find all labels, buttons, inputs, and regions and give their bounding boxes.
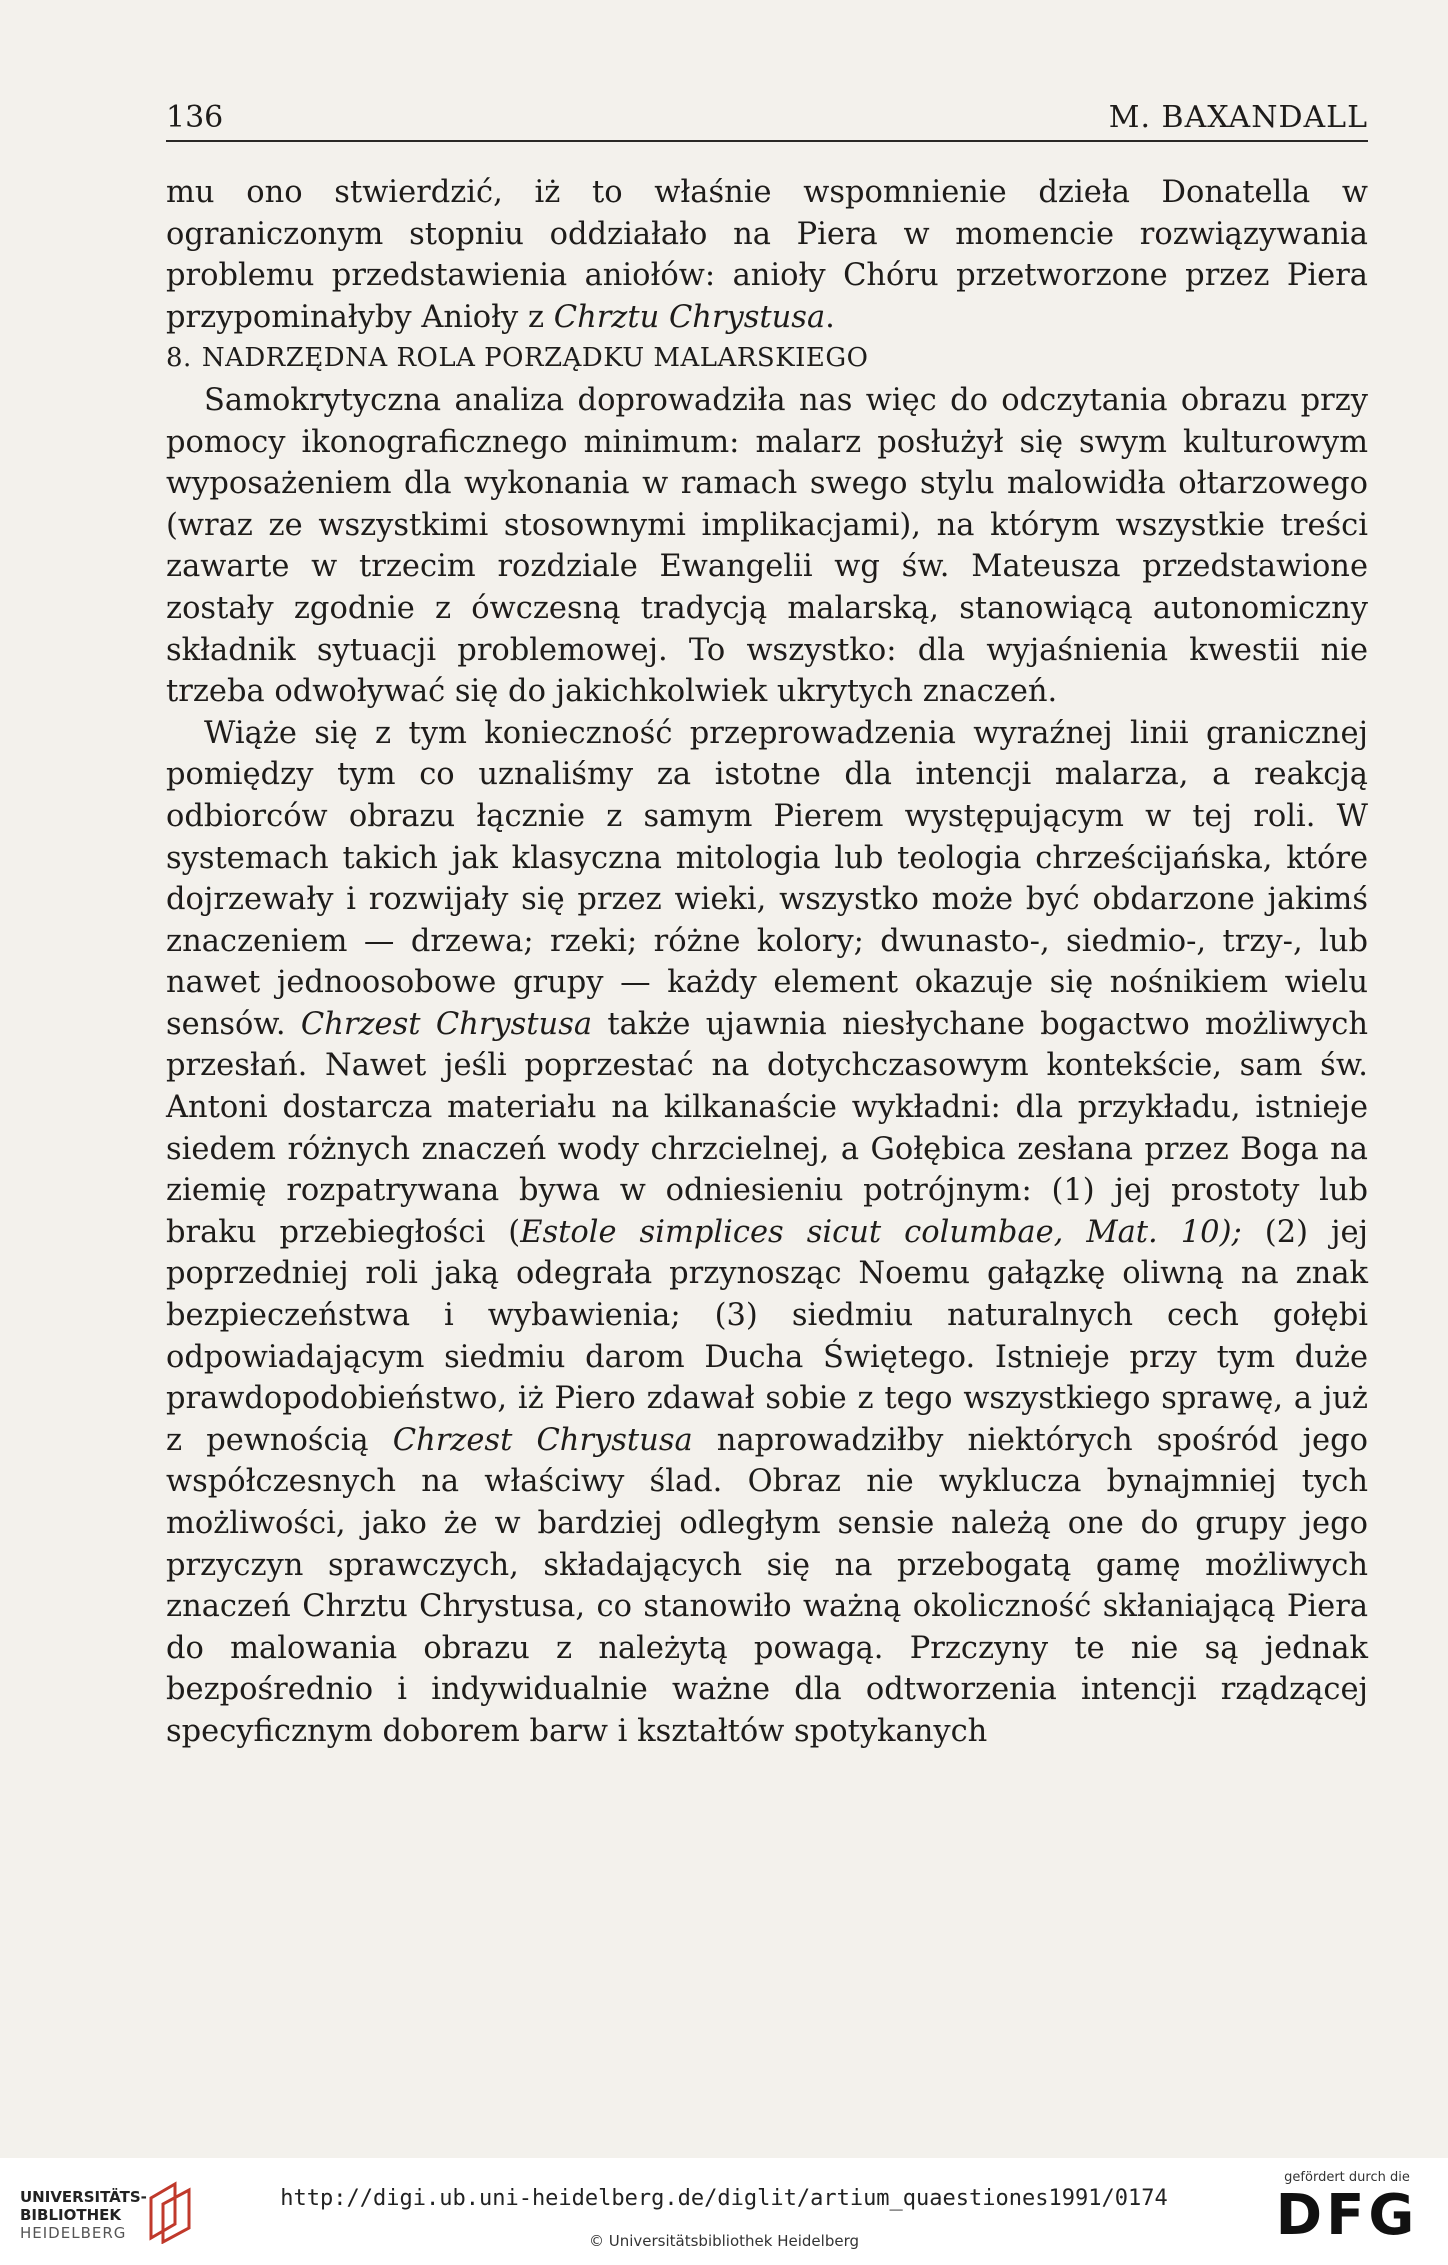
section-title: NADRZĘDNA ROLA PORZĄDKU MALARSKIEGO [201,343,869,374]
copyright-notice: © Universitätsbibliothek Heidelberg [588,2232,859,2250]
text-run: także ujawnia niesłychane bogactwo możliwych przesłań. Nawet jeśli poprzestać na dotychczasowym kontekście, sam św. Antoni dostarcza materiału na kilkanaście wykładni: dla przykładu, istnieje siedem różnych znaczeń wody chrzcielnej, a Gołębica zesłana przez Boga na ziemię rozpatrywana bywa w odniesieniu potrójnym: (1) jej prostoty lub braku przebiegłości ( [166,1006,1368,1250]
section-heading [166,338,1368,380]
running-head-author: M. BAXANDALL [1108,100,1368,135]
text-run: naprowadziłby niektórych spośród jego współczesnych na właściwy ślad. Obraz nie wyklucza bynajmniej tych możliwości, jako że w bardziej odległym sensie należą one do grupy jego przyczyn sprawczych, składających się na przebogatą gamę możliwych znaczeń Chrztu Chrystusa, co stanowiło ważną okoliczność skłaniającą Piera do malowania obrazu z należytą powagą. Przczyny te nie są jednak bezpośrednio i indywidualnie ważne dla odtworzenia intencji rządzącej specyficznym doborem barw i kształtów spotykanych [166,1422,1368,1749]
source-url-link[interactable]: http://digi.ub.uni-heidelberg.de/diglit/artium_quaestiones1991/0174 [280,2186,1168,2211]
sponsor-label: gefördert durch die [1284,2170,1410,2185]
paragraph: Samokrytyczna analiza doprowadziła nas więc do odczytania obrazu przy pomocy ikonograficznego minimum: malarz posłużył się swym kulturowym wyposażeniem dla wykonania w ramach swego stylu malowidła ołtarzowego (wraz ze wszystkimi stosownymi implikacjami), na którym wszystkie treści zawarte w trzecim rozdziale Ewangelii wg św. Mateusza przedstawione zostały zgodnie z ówczesną tradycją malarską, stanowiącą autonomiczny składnik sytuacji problemowej. To wszystko: dla wyjaśnienia kwestii nie trzeba odwoływać się do jakichkolwiek ukrytych znaczeń. [166,382,1368,710]
italic-title: Chrztu Chrystusa [553,299,826,335]
page-number: 136 [166,100,224,135]
library-name-line: UNIVERSITÄTS- [20,2188,147,2206]
text-run: . [825,299,835,335]
paragraph [166,713,1368,1753]
body-text [166,172,1368,1753]
text-run: (2) jej poprzedniej roli jaką odegrała przynosząc Noemu gałązkę oliwną na znak bezpieczeństwa i wybawienia; (3) siedmiu naturalnych cech gołębi odpowiadającym siedmiu darom Ducha Świętego. Istnieje przy tym duże prawdopodobieństwo, iż Piero zdawał sobie z tego wszystkiego sprawę, a już z pewnością [166,1214,1368,1458]
text-run: mu ono stwierdzić, iż to właśnie wspomnienie dzieła Donatella w ograniczonym stopniu oddziałało na Piera w momencie rozwiązywania problemu przedstawienia aniołów: anioły Chóru przetworzone przez Piera przypominałyby Anioły z [166,175,1368,335]
dfg-sponsor [1272,2170,1422,2247]
text-run: Wiąże się z tym konieczność przeprowadzenia wyraźnej linii granicznej pomiędzy tym co uznaliśmy za istotne dla intencji malarza, a reakcją odbiorców obrazu łącznie z samym Pierem występującym w tej roli. W systemach takich jak klasyczna mitologia lub teologia chrześcijańska, które dojrzewały i rozwijały się przez wieki, wszystko może być obdarzone jakimś znaczeniem — drzewa; rzeki; różne kolory; dwunasto-, siedmio-, trzy-, lub nawet jednoosobowe grupy — każdy element okazuje się nośnikiem wielu sensów. [166,715,1368,1042]
italic-title: Chrzest Chrystusa [300,1006,593,1042]
section-number: 8. [166,343,192,374]
running-head [166,96,1368,142]
italic-citation: Estole simplices sicut columbae, Mat. 10); [520,1214,1242,1250]
paragraph-continued [166,172,1368,338]
dfg-logo: DFG [1275,2183,1419,2248]
library-name-line: BIBLIOTHEK [20,2206,121,2224]
library-name-line: HEIDELBERG [20,2224,127,2242]
italic-title: Chrzest Chrystusa [392,1422,693,1458]
digitization-footer [0,2158,1448,2265]
